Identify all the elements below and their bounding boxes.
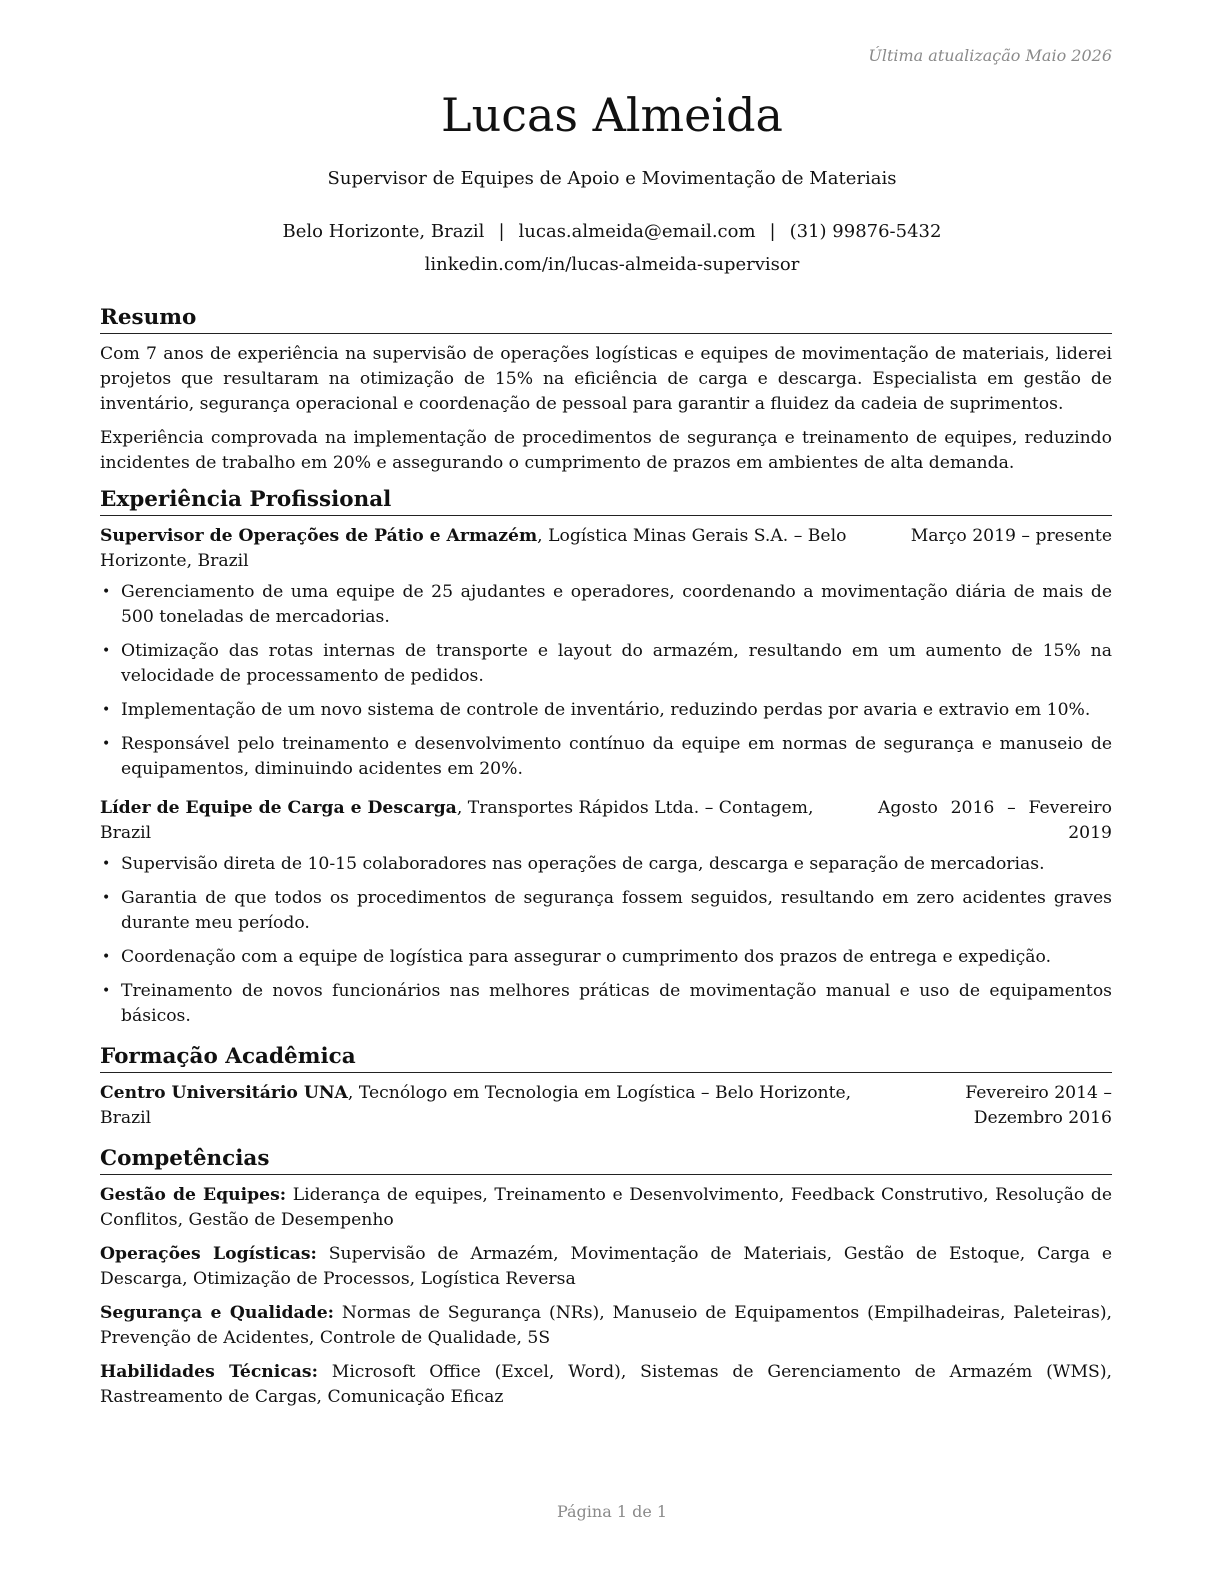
list-item — [100, 639, 1112, 689]
list-item — [100, 698, 1112, 723]
bullet-icon: • — [102, 736, 111, 752]
job-header — [100, 796, 1112, 846]
bullet-text: Otimização das rotas internas de transporte e layout do armazém, resultando em um aumento de 15% na velocidade de processamento de pedidos. — [121, 641, 1112, 686]
contact-line — [0, 221, 1224, 242]
summary-paragraph: Experiência comprovada na implementação de procedimentos de segurança e treinamento de equipes, reduzindo incidentes de trabalho em 20% e assegurando o cumprimento de prazos em ambientes de alta demanda. — [100, 428, 1112, 473]
skill-group — [100, 1242, 1112, 1292]
job-company: , Logística Minas Gerais S.A. – Belo Horizonte, Brazil — [100, 526, 847, 571]
education-section — [100, 1043, 1112, 1131]
degree-details: , Tecnólogo em Tecnologia em Logística – Belo Horizonte, Brazil — [100, 1083, 852, 1128]
job-bullets — [100, 580, 1112, 782]
job-title: Supervisor de Operações de Pátio e Armazém — [100, 526, 538, 546]
experience-section — [100, 486, 1112, 1029]
skill-label: Gestão de Equipes: — [100, 1185, 287, 1205]
section-heading-experience: Experiência Profissional — [100, 486, 1112, 516]
page-number: Página 1 de 1 — [556, 1502, 668, 1521]
bullet-text: Coordenação com a equipe de logística para assegurar o cumprimento dos prazos de entrega e expedição. — [121, 947, 1052, 967]
summary-paragraph: Com 7 anos de experiência na supervisão de operações logísticas e equipes de movimentação de materiais, liderei projetos que resultaram na otimização de 15% na eficiência de carga e descarga. Especialista em gestão de inventário, segurança operacional e coordenação de pessoal para garantir a fluidez da cadeia de suprimentos. — [100, 344, 1112, 414]
job-dates: Agosto 2016 – Fevereiro 2019 — [878, 798, 1112, 843]
skills-section — [100, 1145, 1112, 1410]
skill-items: Microsoft Office (Excel, Word), Sistemas de Gerenciamento de Armazém (WMS), Rastreamento de Cargas, Comunicação Eficaz — [100, 1362, 1112, 1407]
separator: | — [769, 221, 776, 242]
skill-label: Habilidades Técnicas: — [100, 1362, 318, 1382]
linkedin-link[interactable]: linkedin.com/in/lucas-almeida-supervisor — [424, 254, 800, 275]
skill-label: Segurança e Qualidade: — [100, 1303, 334, 1323]
list-item — [100, 852, 1112, 877]
summary-section — [100, 304, 1112, 476]
skill-group — [100, 1183, 1112, 1233]
bullet-icon: • — [102, 949, 111, 965]
skill-group — [100, 1360, 1112, 1410]
education-entry — [100, 1081, 1112, 1131]
bullet-icon: • — [102, 890, 111, 906]
headline: Supervisor de Equipes de Apoio e Movimentação de Materiais — [327, 168, 897, 189]
bullet-icon: • — [102, 856, 111, 872]
list-item — [100, 979, 1112, 1029]
education-line — [100, 1081, 897, 1131]
skill-items: Liderança de equipes, Treinamento e Desenvolvimento, Feedback Construtivo, Resolução de Conflitos, Gestão de Desempenho — [100, 1185, 1112, 1230]
list-item — [100, 580, 1112, 630]
section-heading-skills: Competências — [100, 1145, 1112, 1175]
bullet-text: Responsável pelo treinamento e desenvolvimento contínuo da equipe em normas de segurança e manuseio de equipamentos, diminuindo acidentes em 20%. — [121, 734, 1112, 779]
job-company: , Transportes Rápidos Ltda. – Contagem, Brazil — [100, 798, 814, 843]
bullet-text: Supervisão direta de 10-15 colaboradores nas operações de carga, descarga e separação de mercadorias. — [121, 854, 1045, 874]
skill-items: Normas de Segurança (NRs), Manuseio de Equipamentos (Empilhadeiras, Paleteiras), Prevenção de Acidentes, Controle de Qualidade, 5S — [100, 1303, 1113, 1348]
job-bullets — [100, 852, 1112, 1029]
section-heading-education: Formação Acadêmica — [100, 1043, 1112, 1073]
bullet-text: Treinamento de novos funcionários nas melhores práticas de movimentação manual e uso de equipamentos básicos. — [121, 981, 1112, 1026]
bullet-icon: • — [102, 983, 111, 999]
job-title: Líder de Equipe de Carga e Descarga — [100, 798, 457, 818]
list-item — [100, 945, 1112, 970]
candidate-name: Lucas Almeida — [441, 88, 783, 142]
list-item — [100, 886, 1112, 936]
phone: (31) 99876-5432 — [789, 221, 942, 242]
list-item — [100, 732, 1112, 782]
location: Belo Horizonte, Brazil — [282, 221, 485, 242]
skill-items: Supervisão de Armazém, Movimentação de Materiais, Gestão de Estoque, Carga e Descarga, Otimização de Processos, Logística Reversa — [100, 1244, 1112, 1289]
bullet-text: Garantia de que todos os procedimentos de segurança fossem seguidos, resultando em zero acidentes graves durante meu período. — [121, 888, 1112, 933]
job-entry — [100, 796, 1112, 1029]
bullet-text: Implementação de um novo sistema de controle de inventário, reduzindo perdas por avaria e extravio em 10%. — [121, 700, 1091, 720]
bullet-icon: • — [102, 702, 111, 718]
email-link[interactable]: lucas.almeida@email.com — [518, 221, 756, 242]
institution: Centro Universitário UNA — [100, 1083, 348, 1103]
job-entry — [100, 524, 1112, 782]
education-dates: Fevereiro 2014 – Dezembro 2016 — [965, 1083, 1112, 1128]
skill-group — [100, 1301, 1112, 1351]
resume-body — [100, 304, 1112, 1420]
job-header — [100, 524, 1112, 574]
job-title-line — [100, 796, 878, 846]
last-updated: Última atualização Maio 2026 — [868, 46, 1112, 65]
section-heading-summary: Resumo — [100, 304, 1112, 334]
job-dates: Março 2019 – presente — [910, 526, 1112, 546]
bullet-text: Gerenciamento de uma equipe de 25 ajudantes e operadores, coordenando a movimentação diária de mais de 500 toneladas de mercadorias. — [121, 582, 1112, 627]
job-title-line — [100, 524, 911, 574]
bullet-icon: • — [102, 584, 111, 600]
bullet-icon: • — [102, 643, 111, 659]
skill-label: Operações Logísticas: — [100, 1244, 317, 1264]
separator: | — [498, 221, 505, 242]
